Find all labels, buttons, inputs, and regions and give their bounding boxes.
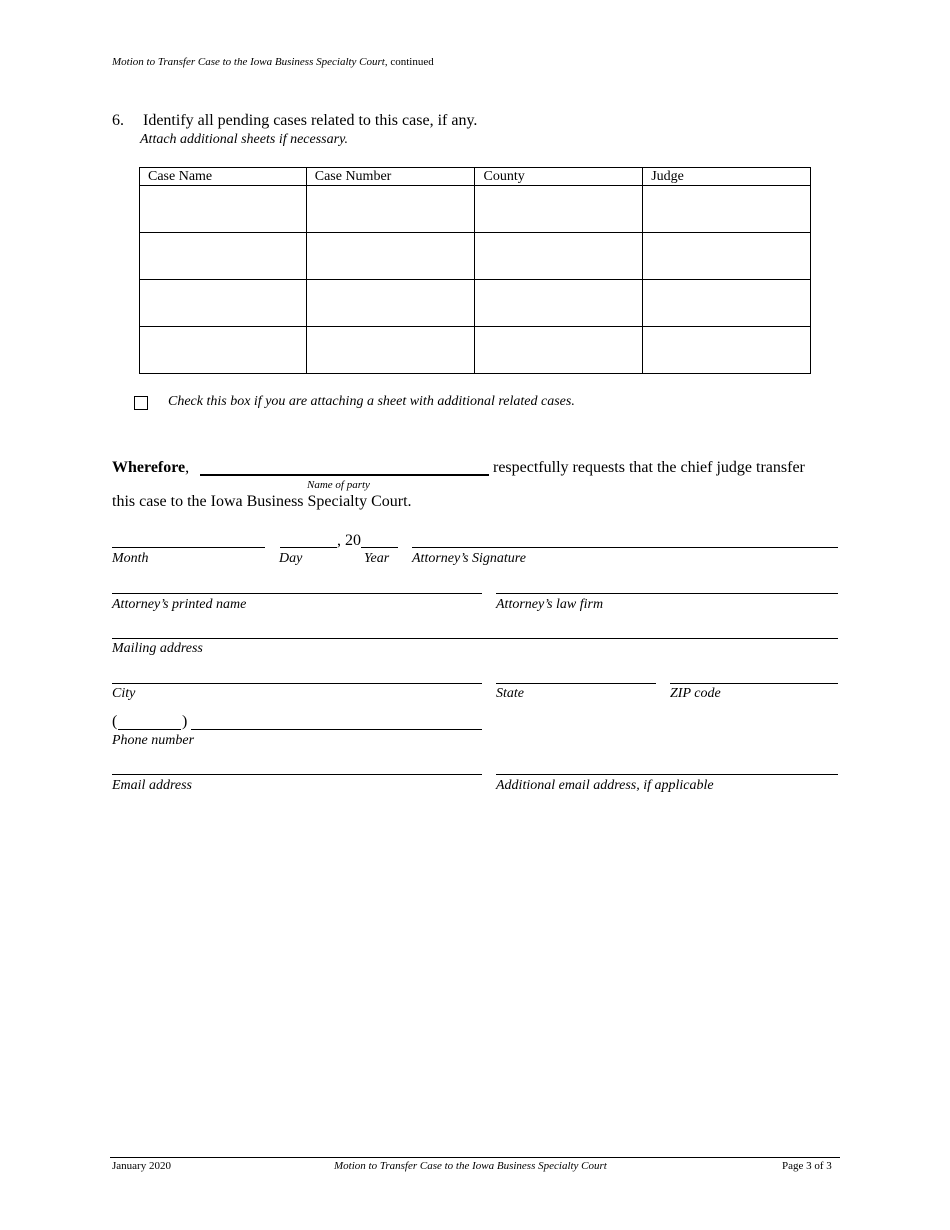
phone-label: Phone number: [112, 733, 195, 748]
additional-cases-checkbox[interactable]: [134, 396, 148, 410]
running-header-suffix: , continued: [384, 56, 434, 68]
question-subtext: Attach additional sheets if necessary.: [140, 132, 349, 147]
running-header: [112, 56, 434, 68]
attorney-signature-label: Attorney’s Signature: [412, 551, 526, 566]
day-label: Day: [279, 551, 303, 566]
wherefore-request-text: respectfully requests that the chief judge transfer: [493, 459, 805, 476]
cell-case-name[interactable]: [140, 186, 307, 233]
year-field[interactable]: [361, 547, 398, 548]
footer-date: January 2020: [112, 1160, 171, 1172]
wherefore-line2: this case to the Iowa Business Specialty Court.: [112, 493, 412, 510]
month-label: Month: [112, 551, 149, 566]
footer-page-number: Page 3 of 3: [782, 1160, 832, 1172]
wherefore-comma: ,: [185, 459, 190, 476]
cell-county[interactable]: [475, 327, 643, 374]
printed-name-field[interactable]: [112, 593, 482, 594]
cell-case-name[interactable]: [140, 327, 307, 374]
law-firm-label: Attorney’s law firm: [496, 597, 604, 612]
email-label: Email address: [112, 778, 192, 793]
cell-case-name[interactable]: [140, 233, 307, 280]
cell-judge[interactable]: [643, 186, 811, 233]
printed-name-label: Attorney’s printed name: [112, 597, 247, 612]
wherefore-bold: Wherefore: [112, 459, 186, 476]
year-label: Year: [364, 551, 390, 566]
table-row: [140, 186, 811, 233]
table-row: [140, 233, 811, 280]
question-text: Identify all pending cases related to this case, if any.: [143, 112, 478, 129]
party-name-field[interactable]: [200, 474, 489, 476]
cell-judge[interactable]: [643, 233, 811, 280]
party-name-label: Name of party: [307, 479, 370, 491]
additional-email-label: Additional email address, if applicable: [496, 778, 714, 793]
cell-judge[interactable]: [643, 327, 811, 374]
cell-case-number[interactable]: [306, 280, 475, 327]
phone-close-paren: ): [182, 713, 188, 730]
col-case-name: Case Name: [140, 168, 307, 186]
col-county: County: [475, 168, 643, 186]
cell-case-number[interactable]: [306, 186, 475, 233]
zip-field[interactable]: [670, 683, 838, 684]
day-field[interactable]: [280, 547, 337, 548]
email-field[interactable]: [112, 774, 482, 775]
additional-cases-checkbox-label: Check this box if you are attaching a sheet with additional related cases.: [168, 394, 575, 409]
mailing-address-label: Mailing address: [112, 641, 203, 656]
date-comma-twenty: , 20: [337, 532, 361, 549]
attorney-signature-field[interactable]: [412, 547, 838, 548]
table-row: [140, 280, 811, 327]
col-case-number: Case Number: [306, 168, 475, 186]
cell-case-number[interactable]: [306, 327, 475, 374]
cell-county[interactable]: [475, 280, 643, 327]
month-field[interactable]: [112, 547, 265, 548]
cell-county[interactable]: [475, 233, 643, 280]
col-judge: Judge: [643, 168, 811, 186]
question-number: 6.: [112, 112, 124, 129]
additional-email-field[interactable]: [496, 774, 838, 775]
cell-judge[interactable]: [643, 280, 811, 327]
phone-area-code-field[interactable]: [118, 729, 181, 730]
cell-case-number[interactable]: [306, 233, 475, 280]
running-header-title: Motion to Transfer Case to the Iowa Business Specialty Court: [112, 56, 385, 68]
wherefore-lead: [112, 459, 189, 477]
law-firm-field[interactable]: [496, 593, 838, 594]
city-label: City: [112, 686, 136, 701]
phone-open-paren: (: [112, 713, 118, 730]
table-header-row: [140, 168, 811, 186]
state-field[interactable]: [496, 683, 656, 684]
cell-county[interactable]: [475, 186, 643, 233]
table-row: [140, 327, 811, 374]
footer-title: Motion to Transfer Case to the Iowa Business Specialty Court: [334, 1160, 607, 1172]
zip-label: ZIP code: [670, 686, 721, 701]
state-label: State: [496, 686, 524, 701]
footer-rule: [110, 1157, 840, 1158]
city-field[interactable]: [112, 683, 482, 684]
mailing-address-field[interactable]: [112, 638, 838, 639]
cell-case-name[interactable]: [140, 280, 307, 327]
phone-number-field[interactable]: [191, 729, 482, 730]
related-cases-table: [139, 167, 811, 374]
